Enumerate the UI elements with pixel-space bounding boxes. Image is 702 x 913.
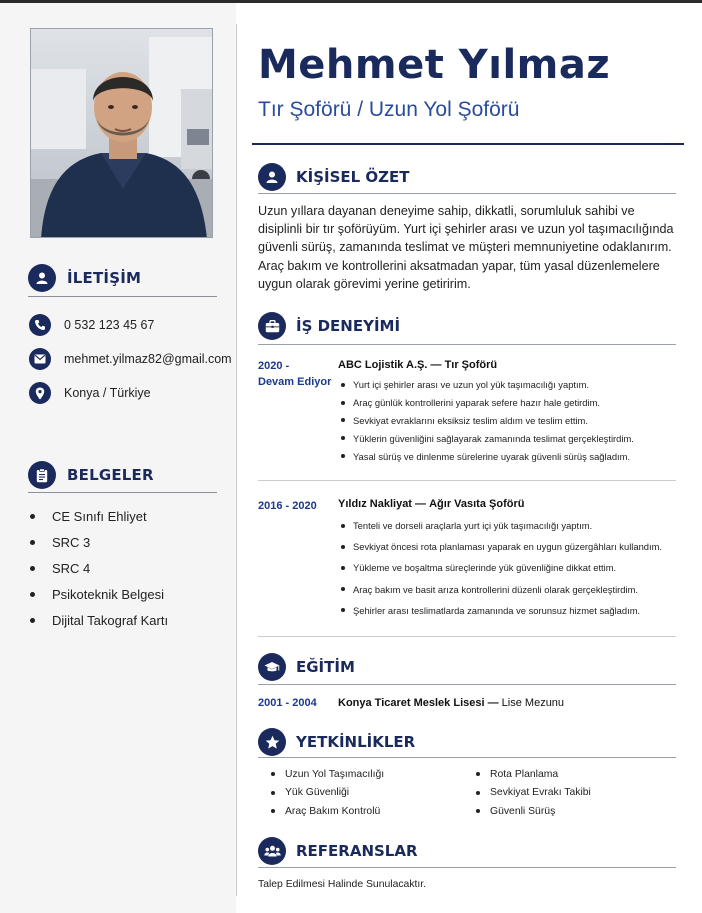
column-divider	[236, 24, 237, 896]
education-rule	[258, 684, 676, 685]
company-name: ABC Lojistik A.Ş.	[338, 359, 428, 371]
location-pin-icon	[29, 382, 51, 404]
person-icon	[28, 264, 56, 292]
certs-heading	[28, 461, 154, 489]
references-rule	[258, 867, 676, 868]
star-icon	[258, 728, 286, 756]
skills-list-left	[271, 765, 384, 821]
certs-list	[30, 503, 168, 634]
list-item: Yasal sürüş ve dinlenme sürelerine uyarak güvenli sürüş sağladım.	[338, 447, 634, 465]
contact-phone[interactable]	[29, 314, 154, 336]
experience-heading	[258, 312, 400, 340]
certs-rule	[28, 492, 217, 493]
job-duties	[338, 515, 662, 621]
person-icon	[258, 163, 286, 191]
contact-rule	[28, 296, 217, 297]
job-date	[258, 358, 331, 390]
summary-text	[258, 202, 682, 293]
contact-heading-label: İLETİŞİM	[67, 269, 142, 287]
references-heading-label: REFERANSLAR	[296, 842, 418, 860]
list-item: Rota Planlama	[476, 765, 591, 784]
company-name: Yıldız Nakliyat	[338, 498, 412, 510]
list-item: Yük Güvenliği	[271, 784, 384, 803]
phone-icon	[29, 314, 51, 336]
profile-photo	[30, 28, 213, 238]
list-item: Tenteli ve dorseli araçlarla yurt içi yük taşımacılığı yaptım.	[338, 515, 662, 536]
list-item: Yükleme ve boşaltma süreçlerinde yük güvenliğine dikkat ettim.	[338, 557, 662, 578]
skills-heading-label: YETKİNLİKLER	[296, 733, 416, 751]
list-item: Yüklerin güvenliğini sağlayarak zamanında teslimat gerçekleştirdim.	[338, 429, 634, 447]
email-text: mehmet.yilmaz82@gmail.com	[64, 352, 232, 366]
briefcase-icon	[258, 312, 286, 340]
list-item: CE Sınıfı Ehliyet	[30, 503, 168, 529]
school-name: Konya Ticaret Meslek Lisesi	[338, 697, 485, 709]
location-text: Konya / Türkiye	[64, 386, 151, 400]
job-heading: ABC Lojistik A.Ş. — Tır Şoförü	[338, 359, 498, 371]
phone-text: 0 532 123 45 67	[64, 318, 155, 332]
list-item: Dijital Takograf Kartı	[30, 608, 168, 634]
job-divider	[258, 480, 676, 481]
list-item: Araç günlük kontrollerini yaparak sefere hazır hale getirdim.	[338, 394, 634, 412]
experience-rule	[258, 344, 676, 345]
graduation-cap-icon	[258, 653, 286, 681]
list-item: Sevkiyat evraklarını eksiksiz teslim aldım ve teslim ettim.	[338, 412, 634, 430]
summary-paragraph: Araç bakım ve kontrollerini aksatmadan yapar, tüm yasal düzenlemelere uygun olarak görevimi yerine getiririm.	[258, 258, 660, 291]
contact-heading	[28, 264, 141, 292]
list-item: Yurt içi şehirler arası ve uzun yol yük taşımacılığı yaptım.	[338, 376, 634, 394]
job-title: Tır Şoförü / Uzun Yol Şoförü	[258, 98, 520, 121]
job-date	[258, 498, 317, 514]
list-item: Psikoteknik Belgesi	[30, 582, 168, 608]
skills-heading	[258, 728, 415, 756]
list-item: Araç Bakım Kontrolü	[271, 802, 384, 821]
job-date-end: Devam Ediyor	[258, 376, 332, 388]
summary-rule	[258, 193, 676, 194]
education-heading-label: EĞİTİM	[296, 658, 355, 676]
certs-heading-label: BELGELER	[67, 466, 154, 484]
education-date: 2001 - 2004	[258, 697, 317, 709]
references-text: Talep Edilmesi Halinde Sunulacaktır.	[258, 879, 427, 890]
list-item: SRC 4	[30, 555, 168, 581]
page-title: Mehmet Yılmaz	[258, 42, 611, 88]
list-item: Uzun Yol Taşımacılığı	[271, 765, 384, 784]
job-date-start: 2016 - 2020	[258, 500, 317, 512]
job-divider	[258, 636, 676, 637]
contact-location	[29, 382, 151, 404]
mail-icon	[29, 348, 51, 370]
summary-paragraph: Uzun yıllara dayanan deneyime sahip, dikkatli, sorumluluk sahibi ve disiplinli bir tır şoförüyüm. Yurt içi şehirler arası ve uzun yol taşımacılığında güvenli sürüş, zamanında teslimat ve müşteri memnuniyetine odaklanırım.	[258, 204, 674, 255]
contact-email[interactable]	[29, 348, 232, 370]
list-item: Sevkiyat Evrakı Takibi	[476, 784, 591, 803]
list-item: Şehirler arası teslimatlarda zamanında ve sorunsuz hizmet sağladım.	[338, 600, 662, 621]
job-duties	[338, 376, 634, 465]
summary-heading-label: KİŞİSEL ÖZET	[296, 168, 410, 186]
skills-rule	[258, 757, 676, 758]
header-rule	[252, 143, 684, 145]
group-icon	[258, 837, 286, 865]
list-item: SRC 3	[30, 529, 168, 555]
experience-heading-label: İŞ DENEYİMİ	[296, 317, 401, 335]
list-item: Güvenli Sürüş	[476, 802, 591, 821]
education-entry: Konya Ticaret Meslek Lisesi — Lise Mezunu	[338, 697, 565, 709]
degree-name: Lise Mezunu	[501, 697, 565, 709]
role-name: Tır Şoförü	[444, 359, 498, 371]
skills-list-right	[476, 765, 591, 821]
references-heading	[258, 837, 418, 865]
list-item: Araç bakım ve basit arıza kontrollerini düzenli olarak gerçekleştirdim.	[338, 579, 662, 600]
role-name: Ağır Vasıta Şoförü	[429, 498, 525, 510]
job-heading: Yıldız Nakliyat — Ağır Vasıta Şoförü	[338, 498, 525, 510]
list-item: Sevkiyat öncesi rota planlaması yaparak en uygun güzergâhları kullandım.	[338, 536, 662, 557]
summary-heading	[258, 163, 410, 191]
education-heading	[258, 653, 355, 681]
job-date-start: 2020 -	[258, 360, 290, 372]
clipboard-icon	[28, 461, 56, 489]
